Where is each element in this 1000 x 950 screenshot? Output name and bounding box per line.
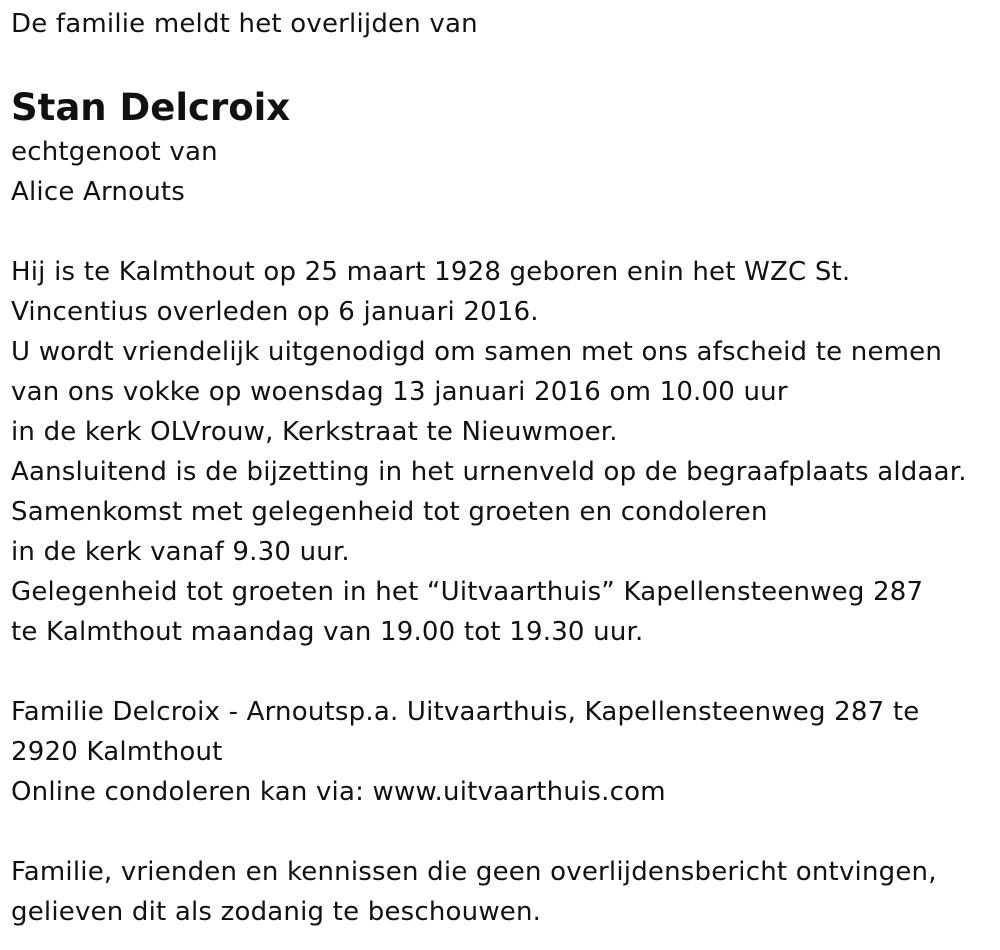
details-line: Samenkomst met gelegenheid tot groeten en condoleren [11, 497, 768, 527]
online-condolence-line: Online condoleren kan via: www.uitvaarthuis.com [11, 777, 666, 807]
intro-text: De familie meldt het overlijden van [11, 9, 478, 39]
closing-block [11, 852, 991, 932]
closing-line: Familie, vrienden en kennissen die geen overlijdensbericht ontvingen, [11, 857, 937, 887]
details-line: Vincentius overleden op 6 januari 2016. [11, 297, 539, 327]
spacer [11, 812, 991, 852]
details-line: U wordt vriendelijk uitgenodigd om samen met ons afscheid te nemen [11, 337, 943, 367]
spouse-name: Alice Arnouts [11, 177, 186, 207]
contact-block [11, 692, 991, 812]
details-line: van ons vokke op woensdag 13 januari 2016 om 10.00 uur [11, 377, 788, 407]
relation-line: echtgenoot van [11, 137, 218, 167]
deceased-name: Stan Delcroix [11, 86, 291, 129]
obituary-notice [11, 4, 991, 932]
details-line: te Kalmthout maandag van 19.00 tot 19.30 uur. [11, 617, 644, 647]
details-line: in de kerk OLVrouw, Kerkstraat te Nieuwmoer. [11, 417, 618, 447]
details-line: Hij is te Kalmthout op 25 maart 1928 geboren enin het WZC St. [11, 257, 851, 287]
details-line: in de kerk vanaf 9.30 uur. [11, 537, 350, 567]
spacer [11, 212, 991, 252]
details-block [11, 252, 991, 652]
details-line: Aansluitend is de bijzetting in het urnenveld op de begraafplaats aldaar. [11, 457, 967, 487]
details-line: Gelegenheid tot groeten in het “Uitvaarthuis” Kapellensteenweg 287 [11, 577, 924, 607]
contact-line: 2920 Kalmthout [11, 737, 223, 767]
contact-line: Familie Delcroix - Arnoutsp.a. Uitvaarthuis, Kapellensteenweg 287 te [11, 697, 920, 727]
closing-line: gelieven dit als zodanig te beschouwen. [11, 897, 542, 927]
relation-block [11, 132, 991, 212]
spacer [11, 652, 991, 692]
